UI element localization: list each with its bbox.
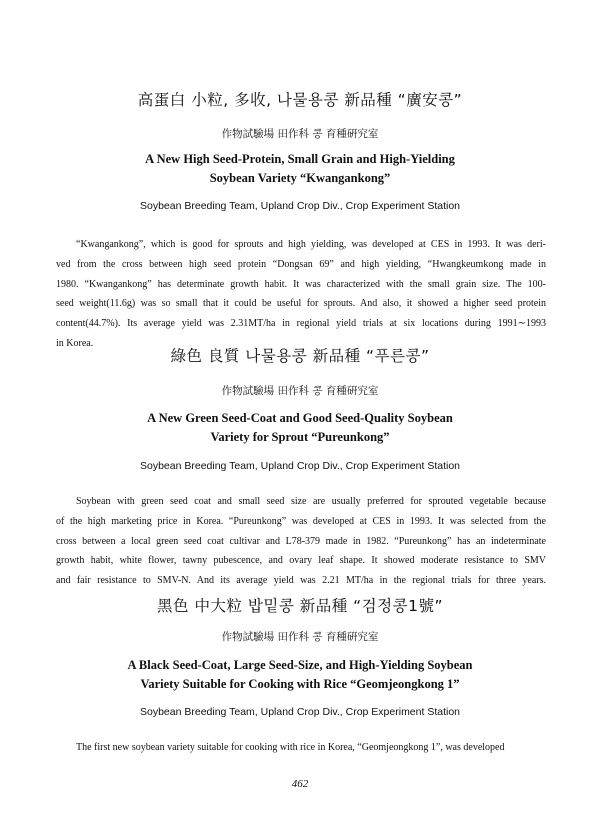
article-1-english-title-line: Soybean Variety “Kwangankong”	[209, 171, 391, 185]
article-1-english-title-line: A New High Seed-Protein, Small Grain and High-Yielding	[145, 152, 455, 166]
article-2-english-title	[60, 409, 540, 447]
abstract-line: growth habit, white flower, tawny pubescence, and ovary leaf shape. It showed moderate resistance to SMV	[56, 555, 546, 567]
article-1-english-affiliation: Soybean Breeding Team, Upland Crop Div., Crop Experiment Station	[139, 200, 461, 212]
article-2-english-title-line: A New Green Seed-Coat and Good Seed-Quality Soybean	[147, 411, 453, 425]
abstract-line: The first new soybean variety suitable for cooking with rice in Korea, “Geomjeongkong 1”, was developed	[76, 742, 505, 753]
abstract-line: of the high marketing price in Korea. “Pureunkong” was developed at CES in 1993. It was selected from the	[56, 515, 546, 527]
abstract-line: and fair resistance to SMV-N. And its average yield was 2.21 MT/ha in the regional trials for three years.	[56, 575, 546, 587]
article-3-english-title-line: A Black Seed-Coat, Large Seed-Size, and High-Yielding Soybean	[127, 658, 473, 672]
abstract-line: ved from the cross between high seed protein “Dongsan 69” and high yielding, “Hwangkeumkong made in	[56, 258, 546, 270]
abstract-line: Soybean with green seed coat and small seed size are usually preferred for sprouted vegetable because	[76, 496, 546, 507]
abstract-line: in Korea.	[56, 337, 94, 349]
abstract-line: 1980. “Kwangankong” has determinate growth habit. It was characterized with the small grain size. The 100-	[56, 278, 546, 290]
article-2-english-title-line: Variety for Sprout “Pureunkong”	[210, 430, 390, 444]
article-3-korean-affiliation: 作物試驗場 田作科 콩 育種硏究室	[221, 631, 379, 643]
article-1-korean-affiliation: 作物試驗場 田作科 콩 育種硏究室	[221, 128, 379, 140]
article-2-english-affiliation: Soybean Breeding Team, Upland Crop Div., Crop Experiment Station	[139, 460, 461, 472]
article-2-abstract	[56, 492, 546, 591]
article-3-korean-title: 黑色 中大粒 밥밑콩 新品種 “검정콩1號”	[157, 597, 443, 615]
page-number: 462	[291, 778, 309, 790]
article-1-abstract	[56, 235, 546, 354]
abstract-line: cross between a local green seed coat cultivar and L78-379 made in 1982. “Pureunkong” has an indeterminate	[56, 535, 546, 547]
article-3-english-title-line: Variety Suitable for Cooking with Rice “Geomjeongkong 1”	[140, 677, 460, 691]
article-3-english-title	[60, 656, 540, 694]
article-2-korean-title: 綠色 良質 나물용콩 新品種 “푸른콩”	[170, 347, 430, 365]
article-1-korean-title: 高蛋白 小粒, 多收, 나물용콩 新品種 “廣安콩”	[137, 91, 463, 109]
abstract-line: content(44.7%). Its average yield was 2.31MT/ha in regional yield trials at six locations during 1991∼1993	[56, 318, 546, 330]
article-3-english-affiliation: Soybean Breeding Team, Upland Crop Div., Crop Experiment Station	[139, 706, 461, 718]
article-2-korean-affiliation: 作物試驗場 田作科 콩 育種硏究室	[221, 385, 379, 397]
abstract-line: seed weight(11.6g) was so small that it could be useful for sprouts. And also, it showed a higher seed protein	[56, 298, 546, 310]
abstract-line: “Kwangankong”, which is good for sprouts and high yielding, was developed at CES in 1993. It was deri-	[76, 239, 546, 250]
article-1-english-title	[60, 150, 540, 188]
article-3-abstract	[56, 738, 546, 758]
